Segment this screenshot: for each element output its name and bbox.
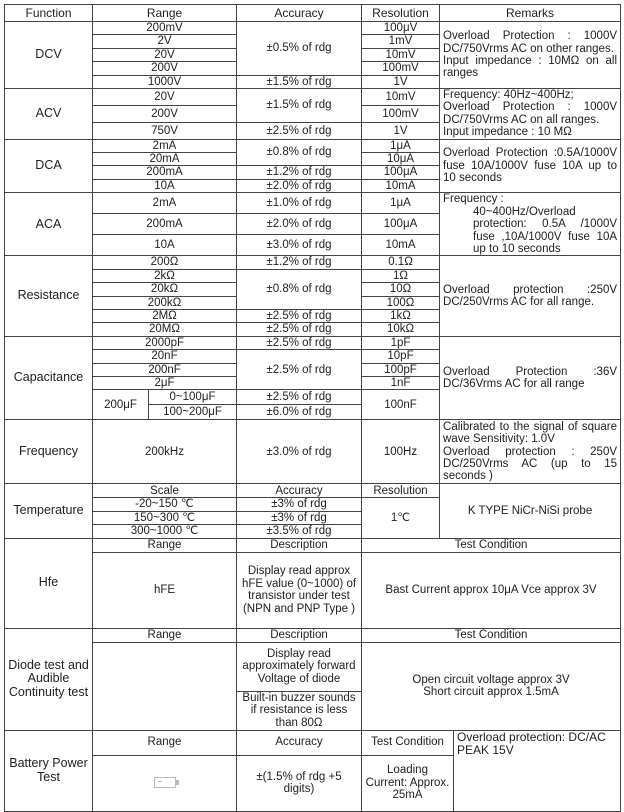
- scale-cell: -20~150 ℃: [93, 498, 237, 511]
- function-hfe: Hfe: [5, 538, 93, 628]
- battery-icon: [154, 777, 176, 788]
- table-row: [5, 256, 621, 269]
- resolution-cell: 100Ω: [362, 296, 440, 309]
- range-cell: 2mA: [93, 193, 237, 214]
- range-cell: [93, 642, 237, 730]
- table-row: [5, 642, 621, 691]
- header-function: Function: [5, 5, 93, 22]
- subheader-range: Range: [93, 628, 237, 642]
- range-cell: 20V: [93, 48, 237, 61]
- table-row: [5, 336, 621, 349]
- spec-table: [4, 4, 621, 812]
- resolution-cell: 0.1Ω: [362, 256, 440, 269]
- table-row: [5, 484, 621, 498]
- resolution-cell: 10mA: [362, 235, 440, 256]
- accuracy-cell: ±2.0% of rdg: [237, 214, 362, 235]
- range-cell: 750V: [93, 122, 237, 139]
- subheader-range: Range: [93, 538, 237, 552]
- subheader-accuracy: Accuracy: [237, 730, 362, 755]
- accuracy-cell: ±(1.5% of rdg +5 digits): [237, 755, 362, 811]
- resolution-cell: 10μA: [362, 153, 440, 166]
- subheader-test-condition: Test Condition: [362, 628, 621, 642]
- function-resistance: Resistance: [5, 256, 93, 336]
- remarks-dcv: [440, 22, 621, 89]
- resolution-cell: 1μA: [362, 139, 440, 152]
- scale-cell: 150~300 ℃: [93, 511, 237, 524]
- resolution-cell: 100Hz: [362, 420, 440, 484]
- subheader-scale: Scale: [93, 484, 237, 498]
- accuracy-cell: ±3% of rdg: [237, 511, 362, 524]
- accuracy-cell: ±2.5% of rdg: [237, 336, 362, 349]
- resolution-cell: 100nF: [362, 390, 440, 420]
- resolution-cell: 100mV: [362, 62, 440, 75]
- remarks-dca: Overload Protection :0.5A/1000V fuse 10A/1000V fuse 10A up to 10 seconds: [440, 139, 621, 193]
- range-cell: 2μF: [93, 376, 237, 389]
- remarks-resistance: Overload protection :250V DC/250Vrms AC for all range.: [440, 256, 621, 336]
- description-cell: Built-in buzzer sounds if resistance is less than 80Ω: [237, 691, 362, 730]
- range-cell: 2MΩ: [93, 309, 237, 322]
- range-cell: 2000pF: [93, 336, 237, 349]
- function-acv: ACV: [5, 89, 93, 140]
- range-cell: 200V: [93, 105, 237, 122]
- subheader-range: Range: [93, 730, 237, 755]
- accuracy-cell: ±3% of rdg: [237, 498, 362, 511]
- range-cell: 200kHz: [93, 420, 237, 484]
- function-capacitance: Capacitance: [5, 336, 93, 420]
- accuracy-cell: ±3.5% of rdg: [237, 525, 362, 538]
- test-condition-cell: [362, 642, 621, 730]
- range-cell: 20mA: [93, 153, 237, 166]
- table-row: [5, 193, 621, 214]
- remark-text: Calibrated to the signal of square wave Sensitivity: 1.0V: [443, 420, 618, 446]
- table-row: [5, 420, 621, 484]
- range-cell: 200mA: [93, 166, 237, 179]
- resolution-cell: 1pF: [362, 336, 440, 349]
- remarks-battery: Overload protection: DC/AC PEAK 15V: [454, 730, 621, 811]
- function-diode: Diode test and Audible Continuity test: [5, 628, 93, 730]
- remarks-temperature: K TYPE NiCr-NiSi probe: [440, 484, 621, 538]
- accuracy-cell: ±6.0% of rdg: [237, 405, 362, 420]
- range-cell: 20kΩ: [93, 283, 237, 296]
- accuracy-cell: ±1.2% of rdg: [237, 256, 362, 269]
- range-cell: hFE: [93, 552, 237, 628]
- function-frequency: Frequency: [5, 420, 93, 484]
- remark-text: Input impedance : 10 MΩ: [443, 126, 572, 139]
- resolution-cell: 1Ω: [362, 269, 440, 282]
- header-accuracy: Accuracy: [237, 5, 362, 22]
- subheader-description: Description: [237, 538, 362, 552]
- resolution-cell: 10mA: [362, 179, 440, 192]
- function-dcv: DCV: [5, 22, 93, 89]
- remarks-acv: [440, 89, 621, 140]
- function-battery: Battery Power Test: [5, 730, 93, 811]
- header-range: Range: [93, 5, 237, 22]
- accuracy-cell: ±2.5% of rdg: [237, 323, 362, 336]
- table-row: [5, 628, 621, 642]
- resolution-cell: 1℃: [362, 498, 440, 538]
- range-cell: 200mA: [93, 214, 237, 235]
- accuracy-cell: ±1.5% of rdg: [237, 89, 362, 123]
- sub-range-cell: 100~200μF: [149, 405, 237, 420]
- range-cell: 2V: [93, 35, 237, 48]
- resolution-cell: 10pF: [362, 350, 440, 363]
- subheader-accuracy: Accuracy: [237, 484, 362, 498]
- function-dca: DCA: [5, 139, 93, 193]
- resolution-cell: 10mV: [362, 89, 440, 106]
- subheader-test-condition: Test Condition: [362, 730, 454, 755]
- accuracy-cell: ±1.2% of rdg: [237, 166, 362, 179]
- accuracy-cell: ±2.0% of rdg: [237, 179, 362, 192]
- accuracy-cell: ±2.5% of rdg: [237, 309, 362, 322]
- resolution-cell: 100μA: [362, 166, 440, 179]
- accuracy-cell: ±0.5% of rdg: [237, 22, 362, 76]
- accuracy-cell: ±0.8% of rdg: [237, 269, 362, 309]
- range-cell: 1000V: [93, 75, 237, 88]
- resolution-cell: 100μV: [362, 22, 440, 35]
- resolution-cell: 10Ω: [362, 283, 440, 296]
- function-temperature: Temperature: [5, 484, 93, 538]
- range-cell: 200mV: [93, 22, 237, 35]
- remark-text: Frequency: 40Hz~400Hz;: [443, 89, 574, 102]
- resolution-cell: 1μA: [362, 193, 440, 214]
- header-row: [5, 5, 621, 22]
- accuracy-cell: ±3.0% of rdg: [237, 420, 362, 484]
- range-cell: [93, 755, 237, 811]
- resolution-cell: 1mV: [362, 35, 440, 48]
- subheader-description: Description: [237, 628, 362, 642]
- range-cell: 200nF: [93, 363, 237, 376]
- description-cell: Display read approx hFE value (0~1000) of transistor under test (NPN and PNP Type ): [237, 552, 362, 628]
- table-row: [5, 552, 621, 628]
- accuracy-cell: ±2.5% of rdg: [237, 390, 362, 405]
- resolution-cell: 100mV: [362, 105, 440, 122]
- range-cell: 200V: [93, 62, 237, 75]
- table-row: [5, 22, 621, 35]
- range-cell: 20MΩ: [93, 323, 237, 336]
- resolution-cell: 1V: [362, 122, 440, 139]
- scale-cell: 300~1000 ℃: [93, 525, 237, 538]
- remark-text: Frequency :: [443, 193, 504, 206]
- range-cell: 10A: [93, 235, 237, 256]
- accuracy-cell: ±2.5% of rdg: [237, 122, 362, 139]
- range-cell: 10A: [93, 179, 237, 192]
- resolution-cell: 1kΩ: [362, 309, 440, 322]
- accuracy-cell: ±1.0% of rdg: [237, 193, 362, 214]
- resolution-cell: 1V: [362, 75, 440, 88]
- function-aca: ACA: [5, 193, 93, 256]
- remarks-aca: [440, 193, 621, 256]
- resolution-cell: 100μA: [362, 214, 440, 235]
- resolution-cell: 100pF: [362, 363, 440, 376]
- subheader-test-condition: Test Condition: [362, 538, 621, 552]
- resolution-cell: 1nF: [362, 376, 440, 389]
- resolution-cell: 10mV: [362, 48, 440, 61]
- accuracy-cell: ±0.8% of rdg: [237, 139, 362, 166]
- remarks-capacitance: Overload Protection :36V DC/36Vrms AC for all range: [440, 336, 621, 420]
- accuracy-cell: ±1.5% of rdg: [237, 75, 362, 88]
- subheader-resolution: Resolution: [362, 484, 440, 498]
- range-cell: 2kΩ: [93, 269, 237, 282]
- remark-text: Overload Protection : 1000V DC/750Vrms AC on all ranges.: [443, 101, 618, 126]
- range-cell: 20V: [93, 89, 237, 106]
- remarks-frequency: [440, 420, 621, 484]
- accuracy-cell: ±3.0% of rdg: [237, 235, 362, 256]
- table-row: [5, 538, 621, 552]
- range-cell: 200Ω: [93, 256, 237, 269]
- remark-text: Overload Protection : 1000V DC/750Vrms AC on other ranges.: [443, 30, 618, 55]
- remark-text: Overload protection : 250V DC/250Vrms AC (up to 15 seconds ): [443, 445, 618, 483]
- test-condition-text: Open circuit voltage approx 3V: [412, 673, 570, 686]
- test-condition-cell: Loading Current: Approx. 25mA: [362, 755, 454, 811]
- range-cell: 20nF: [93, 350, 237, 363]
- header-remarks: Remarks: [440, 5, 621, 22]
- range-cell: 200μF: [93, 390, 149, 420]
- remark-text: Input impedance : 10MΩ on all ranges: [443, 55, 618, 80]
- test-condition-text: Short circuit approx 1.5mA: [423, 686, 559, 699]
- table-row: [5, 139, 621, 152]
- description-cell: Display read approximately forward Voltage of diode: [237, 642, 362, 691]
- test-condition-cell: Bast Current approx 10μA Vce approx 3V: [362, 552, 621, 628]
- range-cell: 200kΩ: [93, 296, 237, 309]
- resolution-cell: 10kΩ: [362, 323, 440, 336]
- header-resolution: Resolution: [362, 5, 440, 22]
- table-row: [5, 730, 621, 755]
- sub-range-cell: 0~100μF: [149, 390, 237, 405]
- range-cell: 2mA: [93, 139, 237, 152]
- table-row: [5, 89, 621, 106]
- remark-text: 40~400Hz/Overload protection: 0.5A /1000V fuse ,10A/1000V fuse 10A up to 10 seconds: [473, 205, 618, 255]
- accuracy-cell: ±2.5% of rdg: [237, 350, 362, 390]
